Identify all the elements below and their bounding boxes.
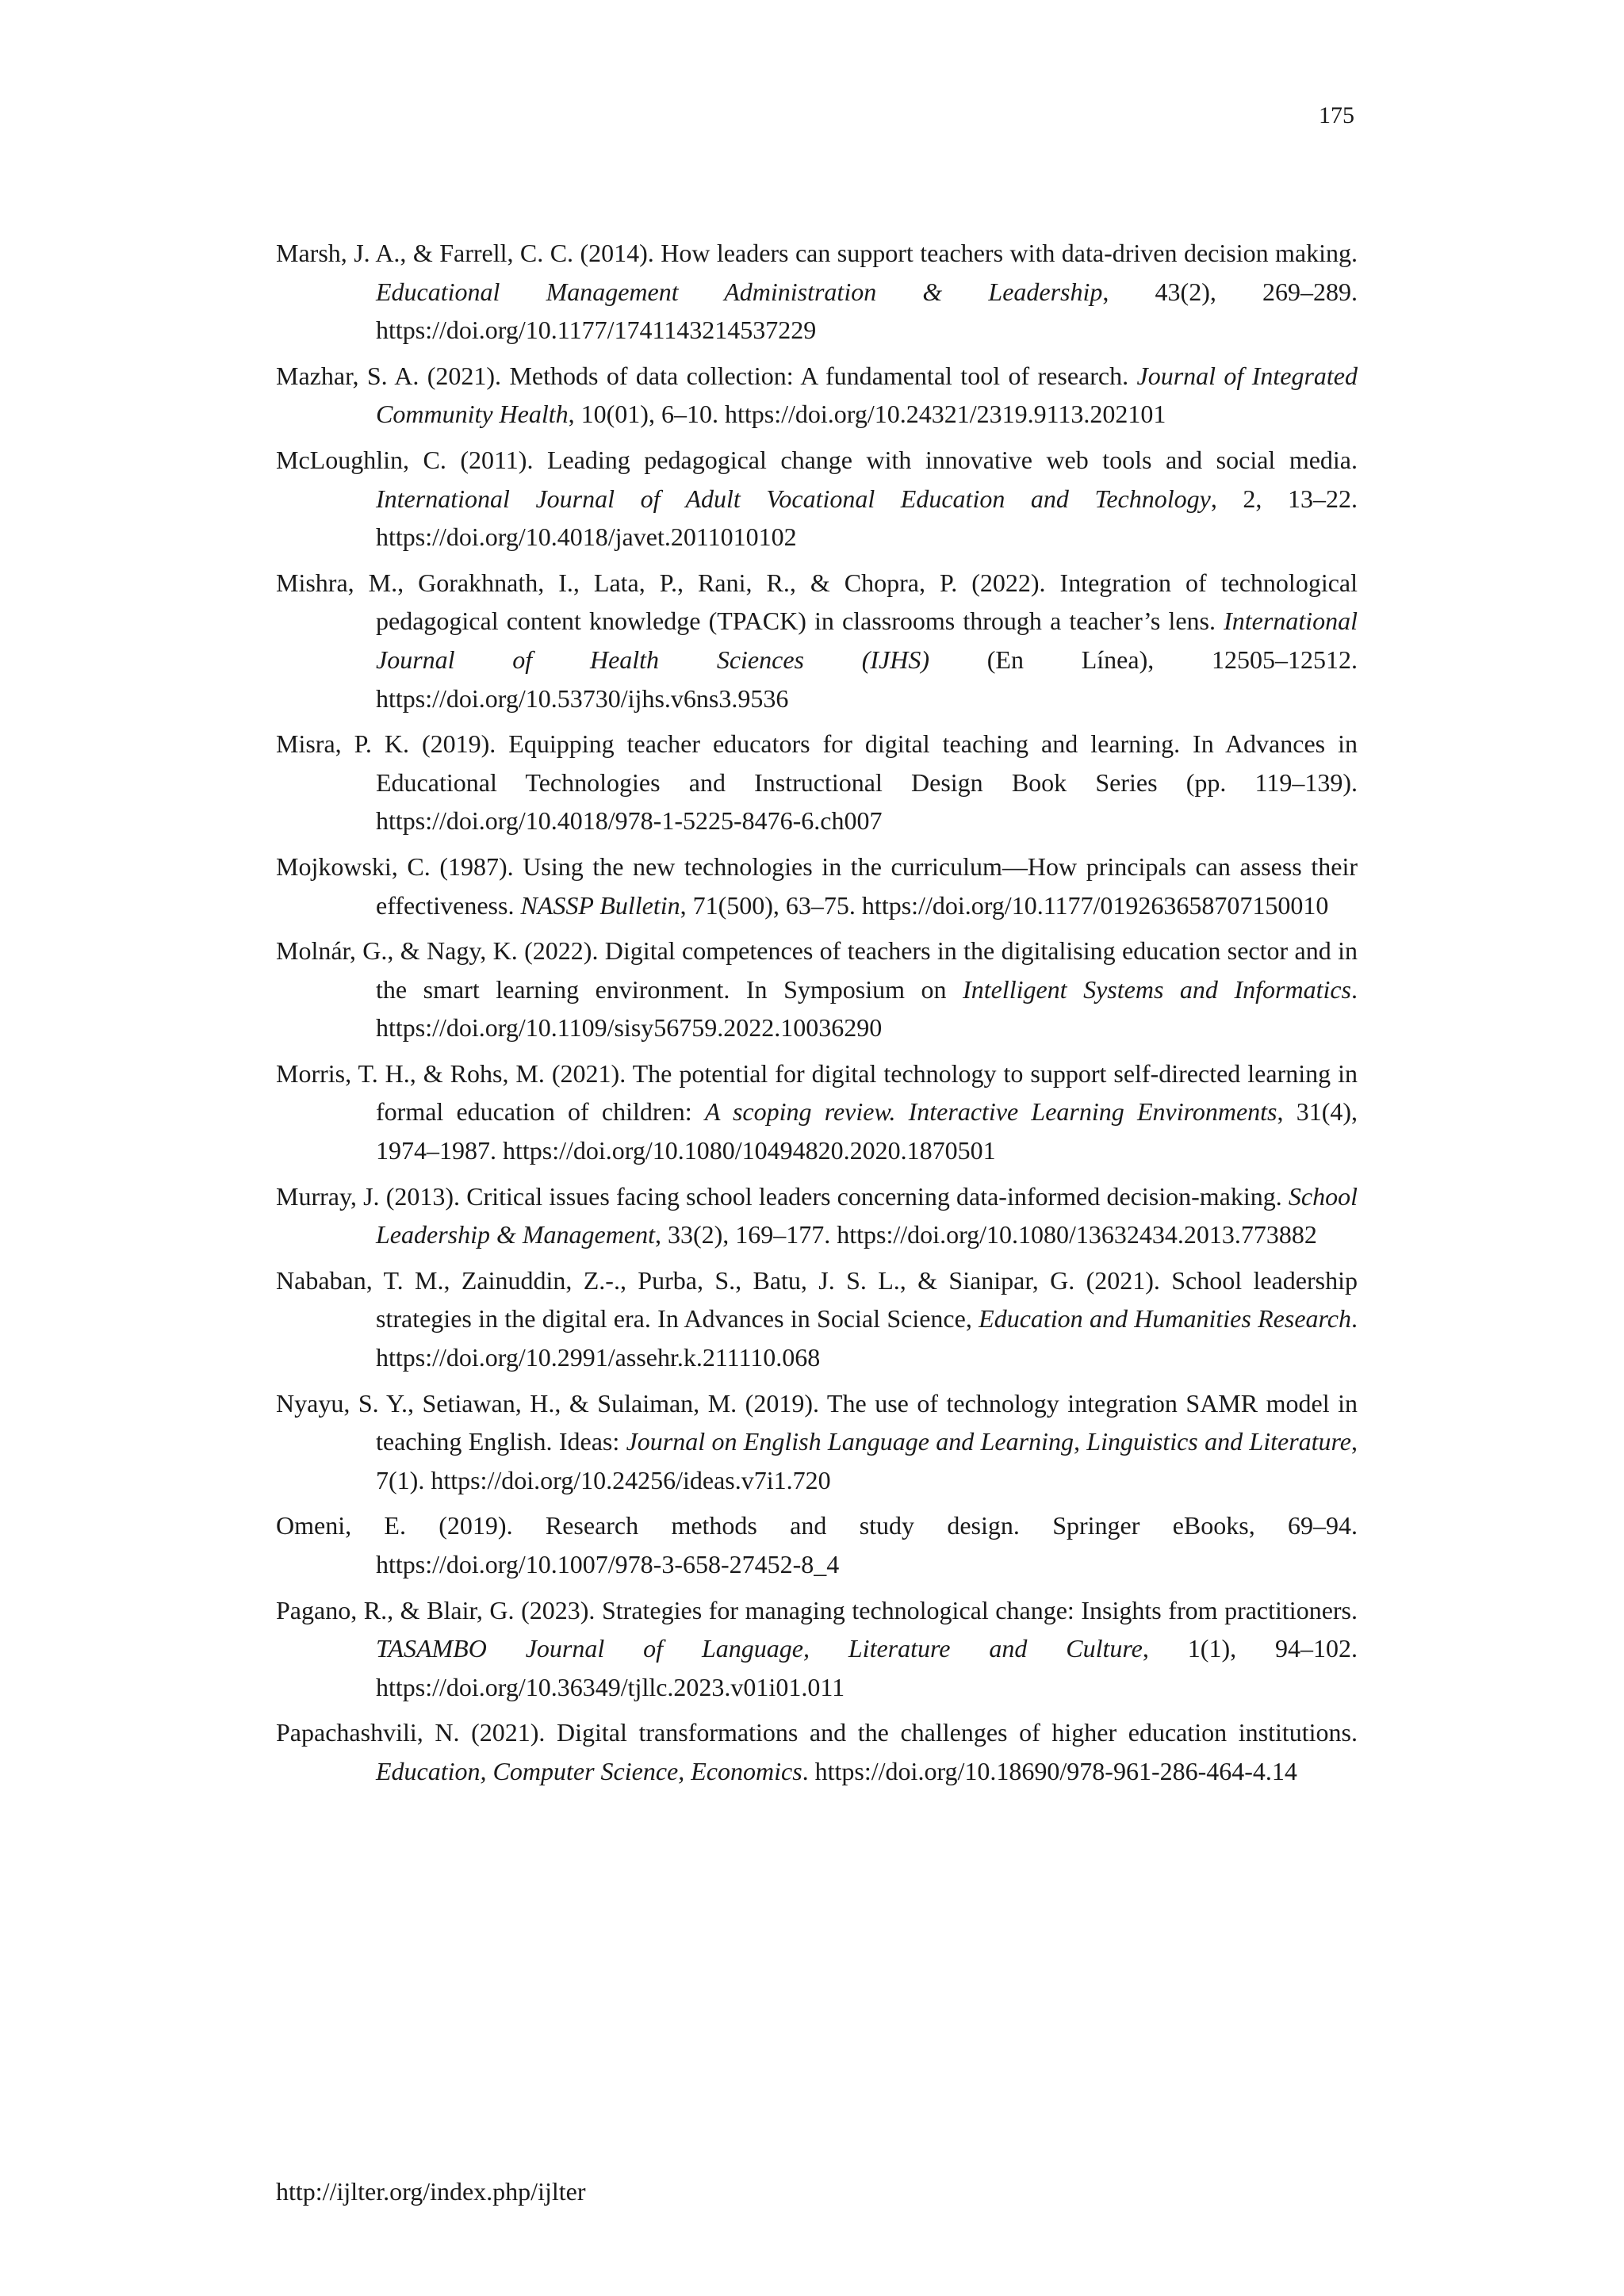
reference-text: . https://doi.org/10.2991/assehr.k.211110.068 xyxy=(376,1304,1358,1372)
reference-source-title: NASSP Bulletin xyxy=(520,890,680,920)
reference-text: Marsh, J. A., & Farrell, C. C. (2014). How leaders can support teachers with data-driven decision making. xyxy=(276,239,1358,267)
reference-source-title: School Leadership & Management xyxy=(376,1181,1358,1249)
reference-text: , 71(500), 63–75. https://doi.org/10.1177/019263658707150010 xyxy=(680,890,1329,920)
reference-source-title: Journal on English Language and Learning, Linguistics and Literature xyxy=(626,1427,1352,1456)
reference-entry xyxy=(276,1054,1358,1170)
reference-text: Mazhar, S. A. (2021). Methods of data collection: A fundamental tool of research. xyxy=(276,361,1137,390)
reference-source-title: TASAMBO Journal of Language, Literature and Culture xyxy=(376,1634,1143,1663)
reference-source-title: Educational Management Administration & Leadership xyxy=(376,277,1103,306)
reference-entry xyxy=(276,1506,1358,1583)
reference-text: Nababan, T. M., Zainuddin, Z.-., Purba, S., Batu, J. S. L., & Sianipar, G. (2021). School leadership strategies in the digital era. In Advances in Social Science, xyxy=(276,1265,1358,1334)
reference-entry xyxy=(276,564,1358,718)
reference-entry xyxy=(276,932,1358,1047)
reference-source-title: Intelligent Systems and Informatics xyxy=(963,974,1352,1004)
reference-text: Murray, J. (2013). Critical issues facing school leaders concerning data-informed decision-making. xyxy=(276,1181,1289,1211)
reference-text: Mishra, M., Gorakhnath, I., Lata, P., Rani, R., & Chopra, P. (2022). Integration of technological pedagogical content knowledge (TPACK) in classrooms through a teacher’s lens. xyxy=(276,568,1358,636)
reference-entry xyxy=(276,1177,1358,1254)
reference-list xyxy=(276,234,1358,1798)
reference-text: McLoughlin, C. (2011). Leading pedagogical change with innovative web tools and social media. xyxy=(276,445,1358,474)
reference-text: , 10(01), 6–10. https://doi.org/10.24321/2319.9113.202101 xyxy=(568,400,1166,429)
reference-entry xyxy=(276,1713,1358,1790)
reference-text: , 1(1), 94–102. https://doi.org/10.36349/tjllc.2023.v01i01.011 xyxy=(376,1634,1358,1701)
reference-text: , 43(2), 269–289. https://doi.org/10.1177/1741143214537229 xyxy=(376,277,1358,345)
reference-entry xyxy=(276,1261,1358,1377)
reference-text: Pagano, R., & Blair, G. (2023). Strategies for managing technological change: Insights from practitioners. xyxy=(276,1595,1358,1624)
reference-entry xyxy=(276,725,1358,840)
reference-source-title: Journal of Integrated Community Health xyxy=(376,361,1358,429)
reference-source-title: Education, Computer Science, Economics xyxy=(376,1756,802,1785)
reference-text: Omeni, E. (2019). Research methods and study design. Springer eBooks, 69–94. https://doi.org/10.1007/978-3-658-27452-8_4 xyxy=(276,1511,1358,1578)
reference-text: , 31(4), 1974–1987. https://doi.org/10.1080/10494820.2020.1870501 xyxy=(376,1097,1358,1165)
reference-text: . https://doi.org/10.18690/978-961-286-464-4.14 xyxy=(802,1756,1297,1785)
reference-text: Morris, T. H., & Rohs, M. (2021). The potential for digital technology to support self-directed learning in formal education of children: xyxy=(276,1058,1358,1127)
reference-text: Misra, P. K. (2019). Equipping teacher educators for digital teaching and learning. In Advances in Educational Technologies and Instructional Design Book Series (pp. 119–139). https://doi.org/10.4018/978-1-5225-8476-6.ch007 xyxy=(276,729,1358,836)
reference-source-title: International Journal of Adult Vocational Education and Technology xyxy=(376,484,1211,513)
reference-text: , 7(1). https://doi.org/10.24256/ideas.v7i1.720 xyxy=(376,1427,1358,1494)
reference-entry xyxy=(276,441,1358,557)
reference-source-title: International Journal of Health Sciences (IJHS) xyxy=(376,607,1358,674)
reference-text: Nyayu, S. Y., Setiawan, H., & Sulaiman, M. (2019). The use of technology integration SAMR model in teaching English. Ideas: xyxy=(276,1388,1358,1456)
footer-url[interactable]: http://ijlter.org/index.php/ijlter xyxy=(276,2177,586,2206)
reference-entry xyxy=(276,357,1358,434)
reference-entry xyxy=(276,848,1358,924)
reference-source-title: A scoping review. Interactive Learning Environments xyxy=(704,1097,1277,1127)
reference-entry xyxy=(276,234,1358,350)
reference-text: , 33(2), 169–177. https://doi.org/10.1080/13632434.2013.773882 xyxy=(654,1220,1317,1249)
reference-source-title: Education and Humanities Research xyxy=(979,1304,1352,1334)
reference-text: Molnár, G., & Nagy, K. (2022). Digital competences of teachers in the digitalising education sector and in the smart learning environment. In Symposium on xyxy=(276,936,1358,1004)
reference-text: . https://doi.org/10.1109/sisy56759.2022.10036290 xyxy=(376,974,1358,1043)
reference-entry xyxy=(276,1384,1358,1500)
reference-text: , 2, 13–22. https://doi.org/10.4018/javet.2011010102 xyxy=(376,484,1358,552)
reference-entry xyxy=(276,1591,1358,1707)
reference-text: Papachashvili, N. (2021). Digital transformations and the challenges of higher education institutions. xyxy=(276,1718,1358,1747)
page-number: 175 xyxy=(1319,102,1354,128)
reference-text: Mojkowski, C. (1987). Using the new technologies in the curriculum—How principals can assess their effectiveness. xyxy=(276,851,1358,920)
reference-text: (En Línea), 12505–12512. https://doi.org/10.53730/ijhs.v6ns3.9536 xyxy=(376,645,1358,713)
